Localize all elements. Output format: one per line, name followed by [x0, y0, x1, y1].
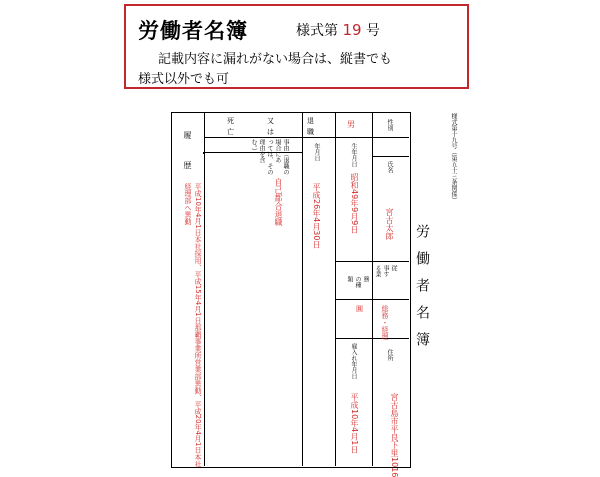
gender-label: 性別	[386, 119, 393, 131]
note-text-line-2: 様式以外でも可	[138, 72, 230, 87]
job-value-bottom-line	[335, 338, 409, 339]
divider-history	[204, 113, 205, 466]
address-label: 住所	[386, 349, 393, 361]
register-side-title: 労働者名簿	[414, 224, 430, 359]
gender-value: 男	[347, 120, 355, 129]
reason-label-line-5: む。）	[250, 139, 257, 154]
name-bottom-line	[335, 261, 409, 262]
form-suffix: 号	[366, 23, 380, 39]
reason-subheader-tick	[203, 152, 204, 154]
history-label-1: 履	[183, 131, 192, 139]
death-header-3: 又	[267, 117, 274, 125]
reason-value: 自己都合退職	[274, 178, 283, 226]
job-value: 総務・経理	[381, 305, 389, 340]
reason-label-line-3: っては、その	[266, 139, 273, 175]
job-mark: 圓	[356, 305, 363, 313]
job-label-4: 務	[362, 276, 369, 282]
reason-label-line-2: 場合にあ	[274, 139, 281, 163]
death-header-2: 亡	[227, 128, 234, 136]
job-label-2: 事す	[382, 265, 389, 277]
history-value-col-1: 平成10年4月1日本社採用、平成15年4月1日那覇事業所営業部異動、平成20年4月1日本社	[194, 183, 202, 468]
form-number: 19	[342, 21, 362, 39]
form-reference-label: 様式第十九号（第五十三条関係）	[450, 113, 457, 203]
death-header-4: は	[267, 128, 274, 136]
job-bottom-line	[335, 299, 409, 300]
hire-date-value: 平成10年4月1日	[350, 393, 359, 454]
hire-date-label: 雇入れ年月日	[350, 343, 357, 379]
note-title: 労働者名簿	[138, 19, 248, 43]
history-label-2: 歴	[183, 161, 192, 169]
instruction-note-box	[124, 4, 469, 89]
reason-label-line-4: 理由を含	[258, 139, 265, 163]
form-prefix: 様式第	[296, 23, 338, 39]
job-label-1: 従	[390, 265, 397, 271]
register-table	[171, 112, 411, 477]
header-line-death	[204, 137, 335, 138]
birth-label: 生年月日	[350, 143, 357, 167]
retire-date-label: 年月日	[313, 143, 320, 161]
gender-line	[372, 156, 409, 157]
name-value: 宮古太郎	[385, 208, 394, 240]
form-number-label	[296, 20, 380, 40]
job-label-3: る業	[374, 265, 381, 277]
divider-right	[372, 113, 373, 466]
retire-date-value: 平成26年4月30日	[312, 183, 321, 249]
death-header-1: 死	[227, 117, 234, 125]
divider-reason	[302, 113, 303, 466]
name-label: 氏名	[386, 161, 393, 173]
reason-label-line-1: 事由（退職の	[282, 139, 289, 175]
history-value-col-2: 経理部へ異動	[184, 183, 192, 225]
divider-retire	[335, 113, 336, 466]
address-value: 宮古島市平良下里1016	[390, 393, 399, 477]
death-header-5: 退	[307, 117, 314, 125]
job-label-5: の種	[354, 276, 361, 288]
job-label-6: 類	[346, 276, 353, 282]
header-line-gender	[335, 137, 409, 138]
note-text-line-1: 記載内容に漏れがない場合は、縦書でも	[158, 52, 393, 67]
birth-value: 昭和49年9月9日	[350, 173, 359, 234]
death-header-6: 職	[307, 128, 314, 136]
